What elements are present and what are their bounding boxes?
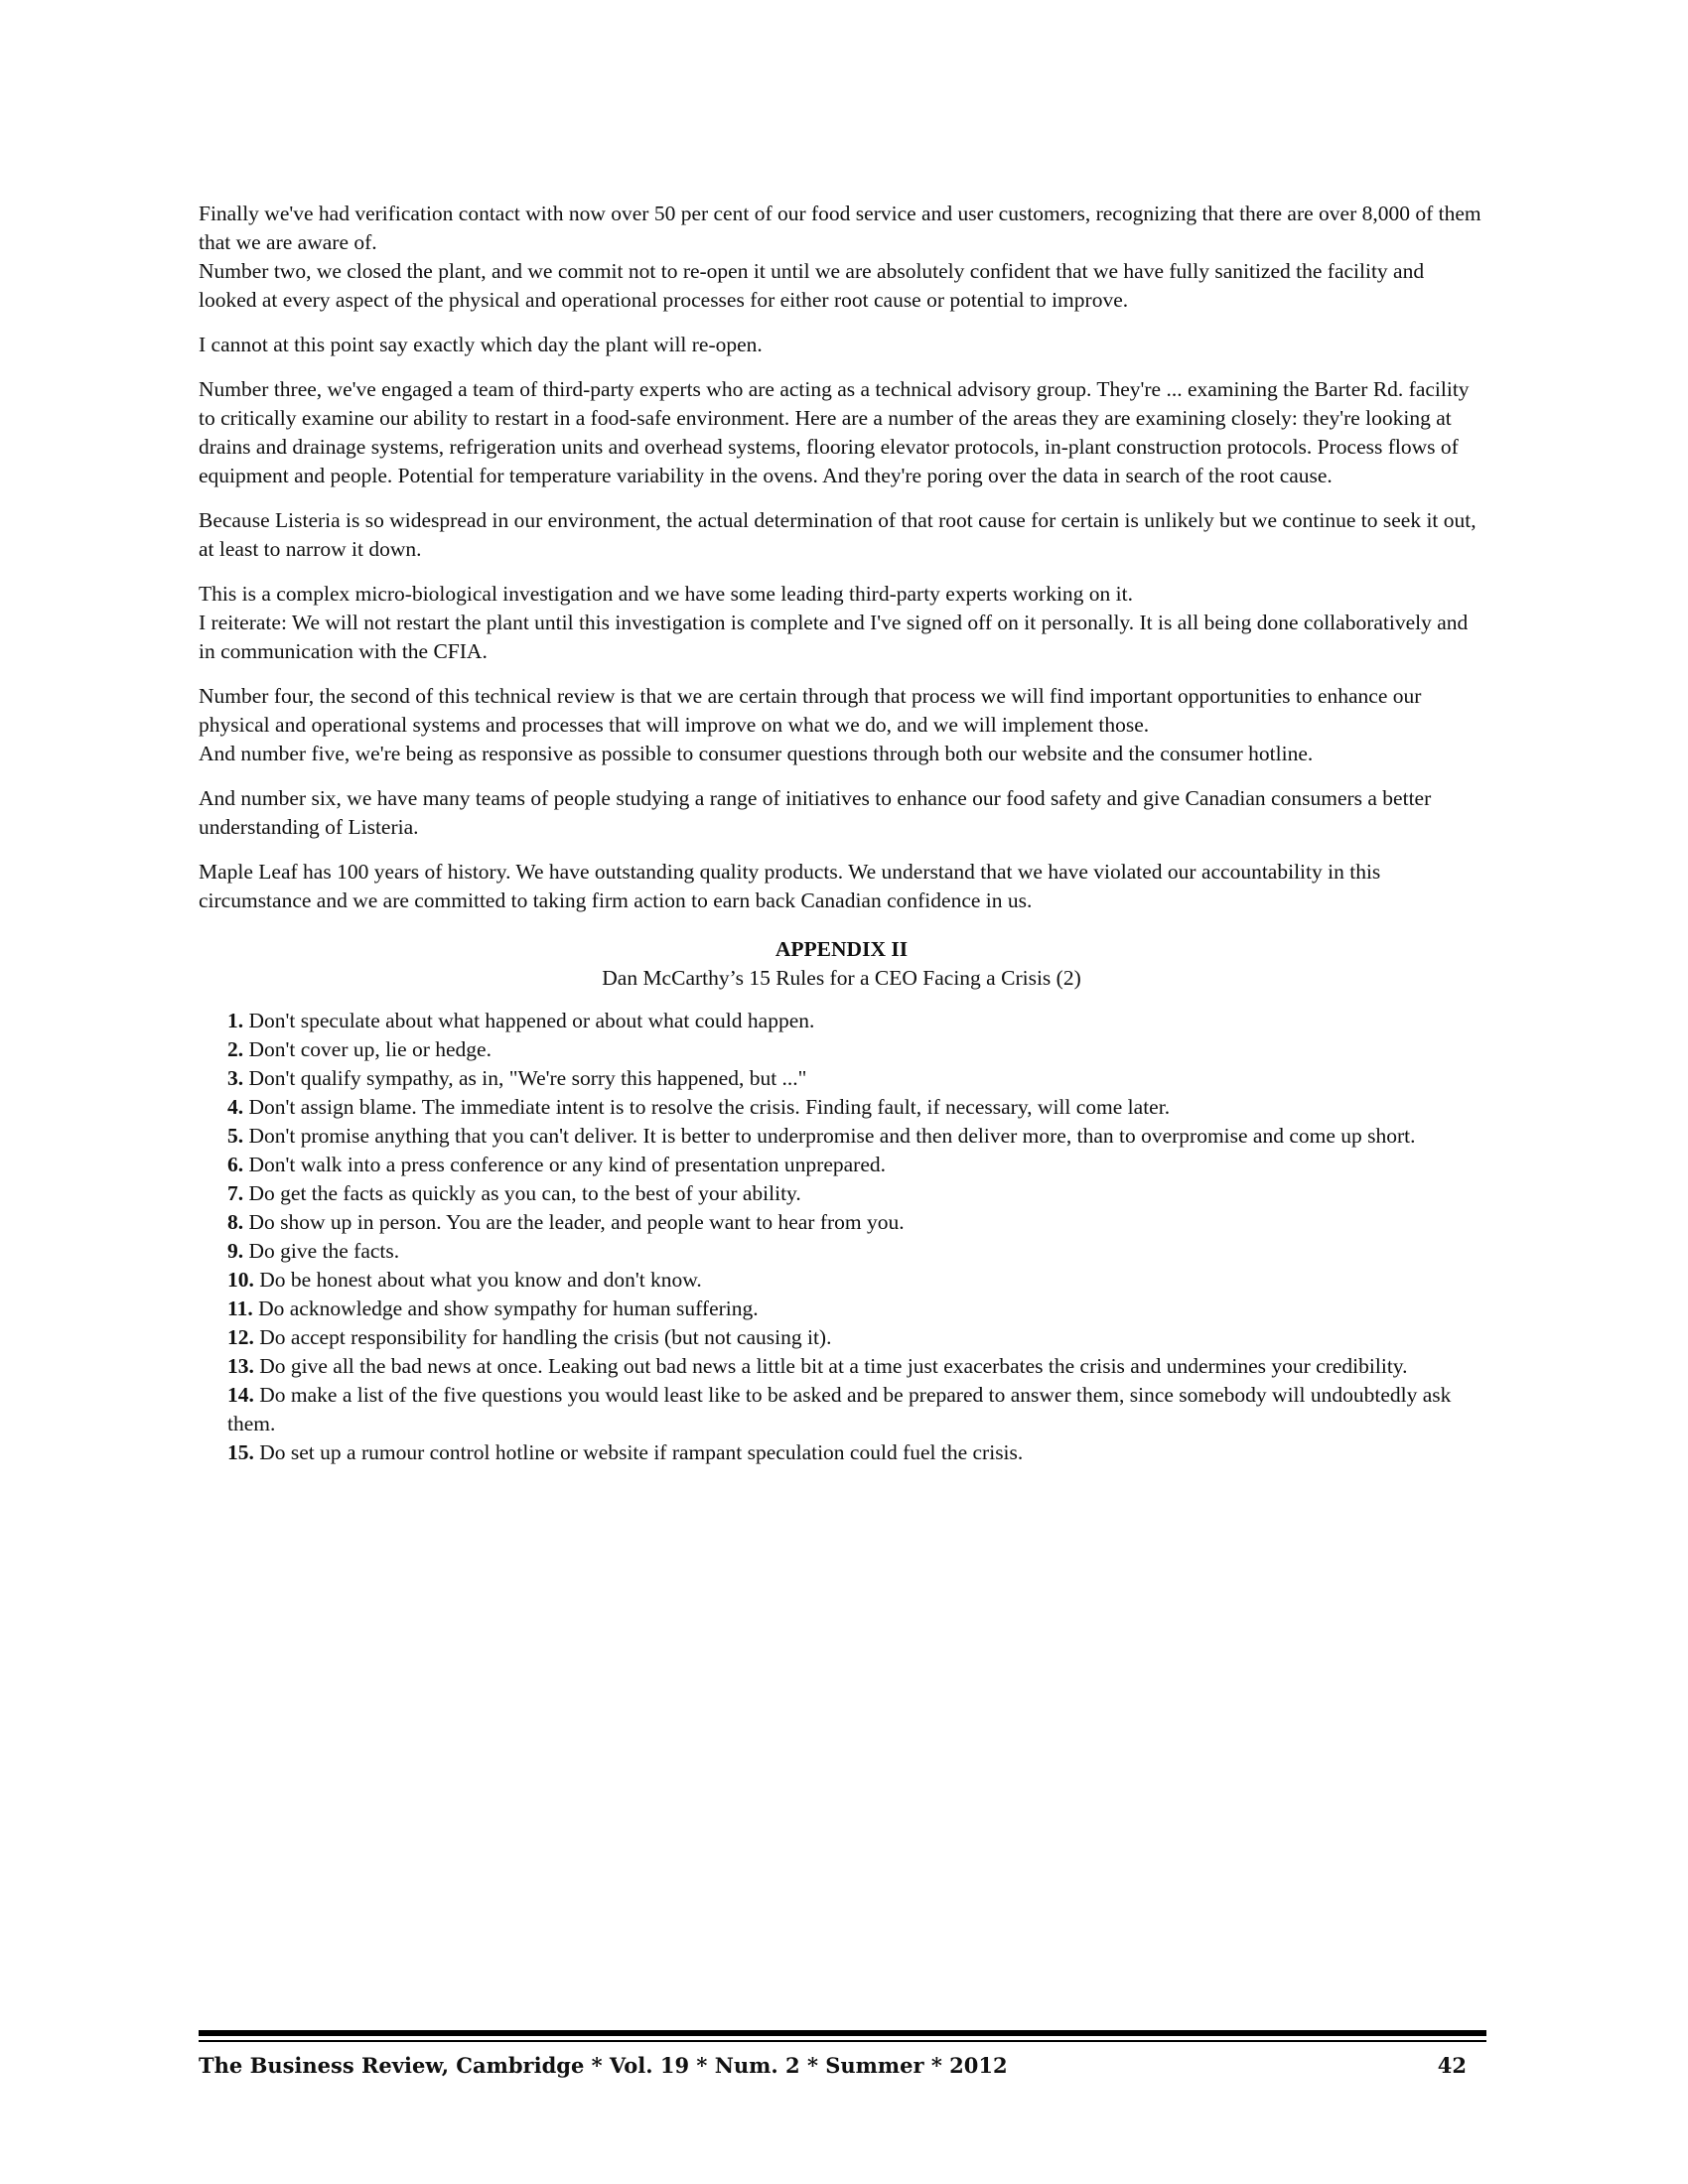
rule-item bbox=[227, 1179, 1484, 1208]
paragraph bbox=[199, 682, 1484, 768]
rule-item bbox=[227, 1237, 1484, 1266]
paragraph-text: I cannot at this point say exactly which day the plant will re-open. bbox=[199, 333, 763, 356]
paragraph-text: This is a complex micro-biological investigation and we have some leading third-party experts working on it. bbox=[199, 582, 1133, 606]
rule-item bbox=[227, 1323, 1484, 1352]
rule-item bbox=[227, 1381, 1484, 1438]
rule-number: 1. bbox=[227, 1009, 244, 1032]
page-number: 42 bbox=[1437, 2053, 1467, 2078]
rule-number: 7. bbox=[227, 1181, 244, 1205]
footer-divider-thin bbox=[199, 2040, 1486, 2042]
rule-text: Do be honest about what you know and don't know. bbox=[259, 1268, 702, 1292]
rule-item bbox=[227, 1266, 1484, 1295]
rule-text: Don't qualify sympathy, as in, "We're sorry this happened, but ..." bbox=[248, 1066, 807, 1090]
paragraph-text: And number five, we're being as responsive as possible to consumer questions through both our website and the consumer hotline. bbox=[199, 742, 1314, 765]
appendix-header bbox=[199, 935, 1484, 993]
rule-item bbox=[227, 1064, 1484, 1093]
page-content bbox=[199, 200, 1484, 1467]
paragraph bbox=[199, 506, 1484, 564]
rule-item bbox=[227, 1122, 1484, 1151]
rule-text: Don't speculate about what happened or about what could happen. bbox=[248, 1009, 815, 1032]
paragraph bbox=[199, 784, 1484, 842]
rule-text: Don't walk into a press conference or any kind of presentation unprepared. bbox=[248, 1153, 886, 1176]
paragraph-text: Number two, we closed the plant, and we commit not to re-open it until we are absolutely confident that we have fully sanitized the facility and looked at every aspect of the physical and operational processes for either root cause or potential to improve. bbox=[199, 259, 1425, 312]
rule-text: Don't assign blame. The immediate intent is to resolve the crisis. Finding fault, if necessary, will come later. bbox=[248, 1095, 1171, 1119]
rule-number: 4. bbox=[227, 1095, 244, 1119]
paragraph bbox=[199, 331, 1484, 359]
rule-text: Do get the facts as quickly as you can, to the best of your ability. bbox=[248, 1181, 801, 1205]
paragraph-text: I reiterate: We will not restart the plant until this investigation is complete and I've signed off on it personally. It is all being done collaboratively and in communication with the CFIA. bbox=[199, 611, 1469, 663]
paragraph-text: Number three, we've engaged a team of third-party experts who are acting as a technical advisory group. They're ... examining the Barter Rd. facility to critically examine our ability to restart in a food-safe environment. Here are a number of the areas they are examining closely: they're looking at drains and drainage systems, refrigeration units and overhead systems, flooring elevator protocols, in-plant construction protocols. Process flows of equipment and people. Potential for temperature variability in the ovens. And they're poring over the data in search of the root cause. bbox=[199, 377, 1470, 487]
paragraph-text: Maple Leaf has 100 years of history. We have outstanding quality products. We understand that we have violated our accountability in this circumstance and we are committed to taking firm action to earn back Canadian confidence in us. bbox=[199, 860, 1381, 912]
rule-item bbox=[227, 1352, 1484, 1381]
rule-text: Do acknowledge and show sympathy for human suffering. bbox=[258, 1297, 759, 1320]
rule-item bbox=[227, 1035, 1484, 1064]
rule-number: 8. bbox=[227, 1210, 244, 1234]
rule-item bbox=[227, 1438, 1484, 1467]
rule-number: 10. bbox=[227, 1268, 254, 1292]
journal-citation: The Business Review, Cambridge * Vol. 19 * Num. 2 * Summer * 2012 bbox=[199, 2053, 1008, 2078]
paragraph-text: Number four, the second of this technical review is that we are certain through that process we will find important opportunities to enhance our physical and operational systems and processes that will improve on what we do, and we will implement those. bbox=[199, 684, 1422, 737]
appendix-subtitle: Dan McCarthy’s 15 Rules for a CEO Facing a Crisis (2) bbox=[602, 966, 1081, 990]
page-footer bbox=[199, 2053, 1467, 2078]
rule-item bbox=[227, 1208, 1484, 1237]
rule-text: Do set up a rumour control hotline or website if rampant speculation could fuel the crisis. bbox=[259, 1440, 1024, 1464]
rule-text: Don't cover up, lie or hedge. bbox=[248, 1037, 492, 1061]
paragraph bbox=[199, 858, 1484, 915]
rule-text: Do show up in person. You are the leader, and people want to hear from you. bbox=[248, 1210, 905, 1234]
paragraph bbox=[199, 200, 1484, 315]
rule-item bbox=[227, 1007, 1484, 1035]
rule-number: 6. bbox=[227, 1153, 244, 1176]
rule-text: Do give the facts. bbox=[248, 1239, 400, 1263]
body-text bbox=[199, 200, 1484, 915]
rule-text: Do accept responsibility for handling the crisis (but not causing it). bbox=[259, 1325, 832, 1349]
rule-text: Do give all the bad news at once. Leaking out bad news a little bit at a time just exacerbates the crisis and undermines your credibility. bbox=[259, 1354, 1408, 1378]
paragraph-text: And number six, we have many teams of people studying a range of initiatives to enhance our food safety and give Canadian consumers a better understanding of Listeria. bbox=[199, 786, 1432, 839]
rule-number: 13. bbox=[227, 1354, 254, 1378]
rule-number: 12. bbox=[227, 1325, 254, 1349]
paragraph bbox=[199, 375, 1484, 490]
rule-item bbox=[227, 1093, 1484, 1122]
rule-item bbox=[227, 1295, 1484, 1323]
rule-text: Do make a list of the five questions you would least like to be asked and be prepared to answer them, since somebody will undoubtedly ask them. bbox=[227, 1383, 1452, 1435]
rule-item bbox=[227, 1151, 1484, 1179]
appendix-title: APPENDIX II bbox=[774, 937, 909, 961]
footer-divider-thick bbox=[199, 2030, 1486, 2036]
rule-number: 14. bbox=[227, 1383, 254, 1407]
paragraph-text: Because Listeria is so widespread in our environment, the actual determination of that root cause for certain is unlikely but we continue to seek it out, at least to narrow it down. bbox=[199, 508, 1477, 561]
rule-number: 2. bbox=[227, 1037, 244, 1061]
rule-number: 3. bbox=[227, 1066, 244, 1090]
paragraph-text: Finally we've had verification contact with now over 50 per cent of our food service and user customers, recognizing that there are over 8,000 of them that we are aware of. bbox=[199, 202, 1481, 254]
rule-number: 5. bbox=[227, 1124, 244, 1148]
rule-text: Don't promise anything that you can't deliver. It is better to underpromise and then deliver more, than to overpromise and come up short. bbox=[248, 1124, 1416, 1148]
rule-number: 9. bbox=[227, 1239, 244, 1263]
rules-list bbox=[227, 1007, 1484, 1467]
rule-number: 15. bbox=[227, 1440, 254, 1464]
rule-number: 11. bbox=[227, 1297, 253, 1320]
paragraph bbox=[199, 580, 1484, 666]
